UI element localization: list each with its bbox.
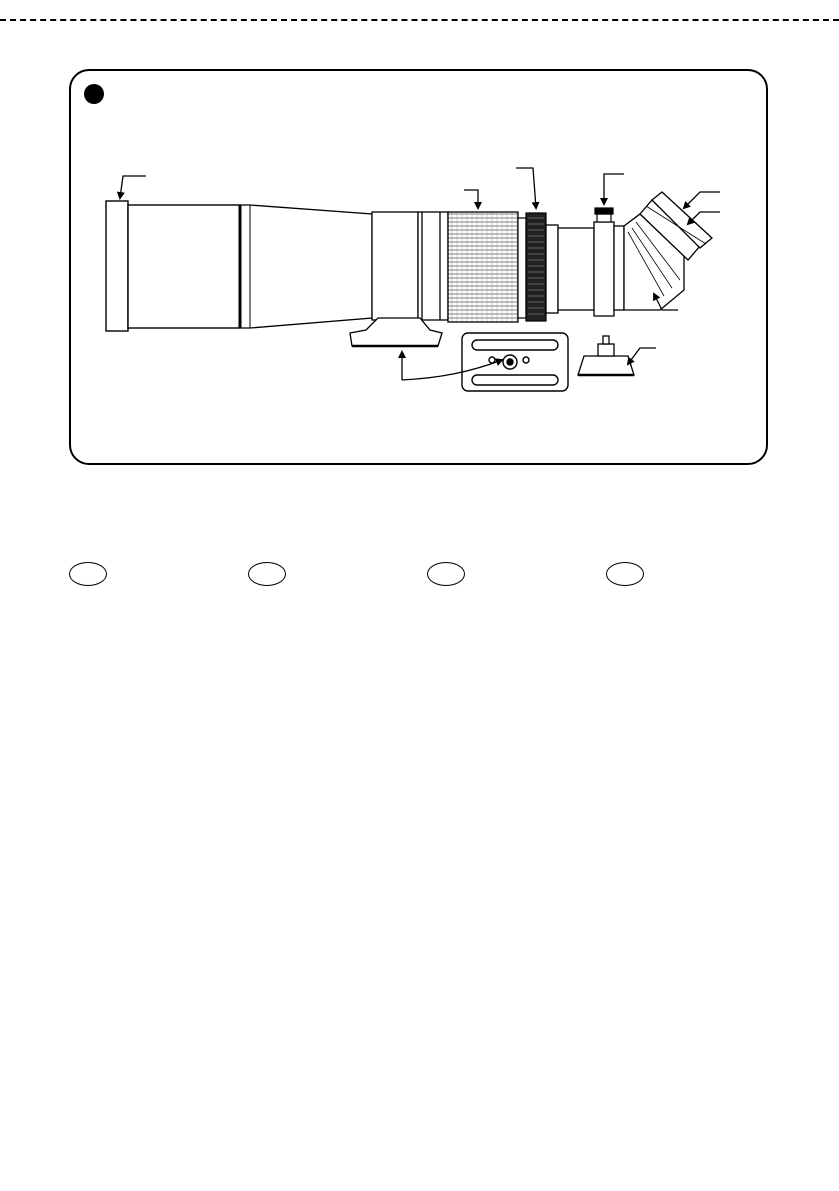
language-badge-4 xyxy=(606,562,644,586)
language-badge-3 xyxy=(427,562,465,586)
rotation-lock-knob xyxy=(595,208,613,222)
language-badge-2 xyxy=(248,562,286,586)
zoom-ring xyxy=(518,213,546,321)
callout-leader-1 xyxy=(120,176,146,198)
callout-leader-5 xyxy=(684,192,720,208)
mount-foot-knob xyxy=(578,336,634,375)
tripod-mount-foot xyxy=(350,318,442,346)
callout-leader-3 xyxy=(516,168,536,208)
callout-leader-4 xyxy=(604,174,624,204)
language-badge-1 xyxy=(69,562,107,586)
tapered-tube xyxy=(240,205,372,328)
quick-release-plate xyxy=(462,333,568,391)
body-section xyxy=(372,212,448,320)
callout-leader-8 xyxy=(628,348,656,364)
rear-body xyxy=(546,222,624,316)
objective-lens-hood xyxy=(106,201,240,331)
focus-ring xyxy=(448,212,518,322)
callout-leader-2 xyxy=(464,190,478,208)
